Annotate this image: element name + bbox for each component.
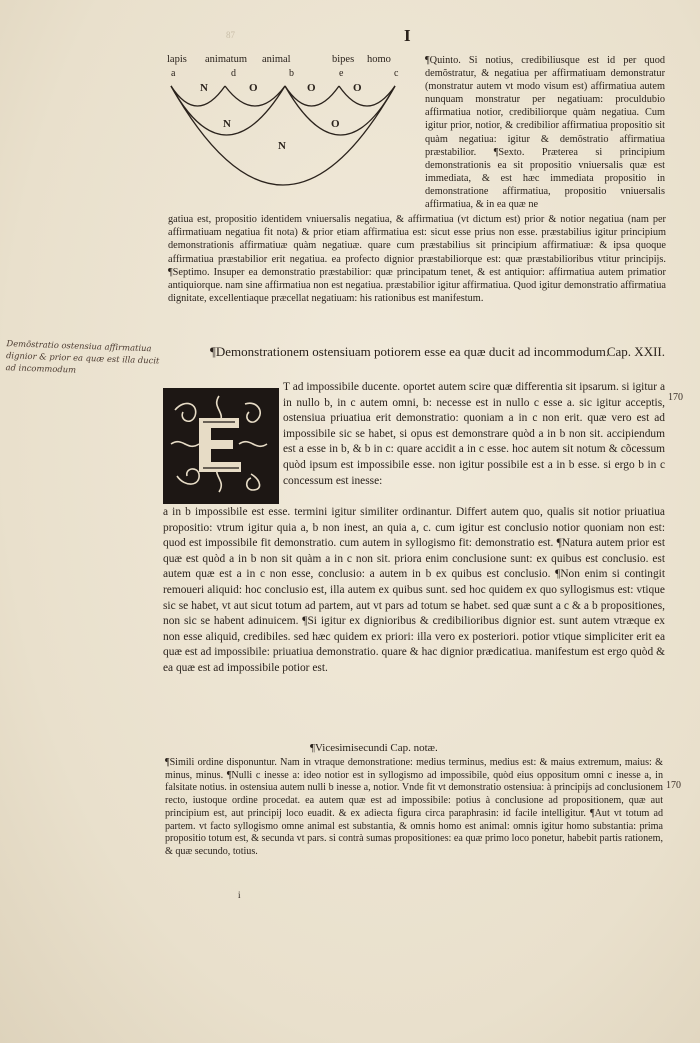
paragraph-main-continued: a in b impossibile est esse. termini igitur similiter ordinantur. Differt autem quo, qualis sit notior priuatiua propositio: vtrum igitur quia a, b non inest, an quia a, c. cum igitur est conclusio notior quoniam non est: quod est impossibile fit demonstratio. cum autem in syllogismo fit: demonstratio est. ¶Natura autem prior est quæ est quòd a in b non sit quàm a in c non sit. priora enim conclusione sunt: ex quibus est conclusio. est autem quæ est a in c non esse, conclusio: a autem in b ex quibus est conclusio. ¶Non enim si contingit remoueri aliquid: hoc conclusio est, illa autem ex quibus sunt. sed hoc quidem ex quo syllogismus est: vtique sic se habet, vt aut sicut totum ad partem, aut vt pars ad totum se habet. sed quæ sunt a c & a b propositiones, non sic se habent adinuicem. ¶Si igitur ex dignioribus & credibilioribus dignior est. sunt autem vtræque ex non esse aliquid, credibiles. sed hæc quidem ex priori: illa vero ex posteriori. potior vtique simpliciter erit ea quæ est ad impossibile: priuatiua demonstratio. quare & hac dignior prædicatiua. manifestum est ergo quòd & ea quæ est ad impossibile potior est.	[163, 506, 665, 674]
chapter-notes	[165, 757, 663, 859]
diagram-letter-o: O	[331, 118, 340, 130]
diagram-letter: c	[394, 68, 399, 79]
paragraph-quinto: ¶Quinto. Si notius, credibiliusque est id per quod demõstratur, & negatiua per affirmatiuam demonstratur (monstratur autem vt modo visum est) affirmatiua autem nunquam monstratur per negatiuam: proculdubio affirmatiua notior, credibiliorque quàm negatiua. Cum igitur prior, notior, & credibilior affirmatiua propositio sit quàm negatiua: igitur & demõstratio affirmatiua præstabilior. ¶Sexto. Præterea si principium demonstrationis ea sit propositio vniuersalis quæ est immediata, & est hæc immediata propositio in demonstratione affirmatiua, propositio vniuersalis affirmatiua, & in ea quæ ne	[425, 55, 665, 211]
diagram-label: lapis	[167, 54, 187, 65]
diagram-label: bipes	[332, 54, 355, 65]
diagram-letter: e	[339, 68, 344, 79]
diagram-letter: d	[231, 68, 236, 79]
diagram-letter-o: O	[249, 82, 258, 94]
diagram-label: animatum	[205, 54, 247, 65]
margin-number: 170	[666, 780, 681, 791]
paragraph-continuation: gatiua est, propositio identidem vniuersalis negatiua, & affirmatiua (vt dictum est) prior & notior negatiua (nam per affirmatiuam negatiua fit nota) & prior etiam affirmatiua est: sicut esse prius non esse. præstabilius igitur principium demonstrationis affirmatiuæ quàm negatiuæ. quare cum præstabilius sit principium affirmatiuæ: & ipsa quoque affirmatiua præstabilior erit negatiua. ea profecto dignior præstabiliorque est: quæ præstabilioribus vtitur principijs. ¶Septimo. Insuper ea demonstratio præstabilior: quæ principatum tenet, & est antiquior: affirmatiua autem primatior antiquiorque. nam sine affirmatiua non est negatiua. præstabilior igitur affirmatiua. Quod igitur demonstratio affirmatiua dignitate, excellentiaque præcellat negatiuam: his rationibus est manifestum.	[168, 214, 666, 305]
diagram-letter-n: N	[223, 118, 231, 130]
diagram-letter: a	[171, 68, 176, 79]
continuation-text	[168, 213, 666, 305]
paragraph-main-start: T ad impossibile ducente. oportet autem scire quæ differentia sit ipsarum. si igitur a in nullo b, in c autem omni, b: necesse est in nullo c esse a. sic igitur acceptis, ostensiua priuatiua erit demonstratio: quoniam a in c non erit. quæ vero est ad impossibile sic se habet, si opus est demonstrare quòd a in b non sit. accipiendum est a esse in b, & b in c: quare accidit a in c esse. hoc autem sit notum & cõcessum quòd ipsum est impossibile esse. non igitur possibile est a in b esse. si ergo b in c concessum est inesse:	[283, 381, 665, 487]
diagram-label: animal	[262, 54, 291, 65]
chapter-number: Cap. XXII.	[606, 344, 665, 359]
signature-mark: i	[238, 890, 241, 900]
margin-number: 170	[668, 392, 683, 403]
notes-title: ¶Vicesimisecundi Cap. notæ.	[310, 742, 438, 754]
main-text-indented	[283, 380, 665, 489]
initial-ornament-icon	[165, 390, 273, 498]
diagram-label: homo	[367, 54, 391, 65]
main-text-full	[163, 505, 665, 677]
diagram-letter-n: N	[200, 82, 208, 94]
handwritten-margin-note: Demõstratio ostensiua affirmatiua dignior & prior ea quæ est illa ducit ad incommodum	[5, 338, 160, 375]
chapter-heading	[210, 344, 665, 360]
logic-diagram	[163, 50, 413, 210]
right-column-text	[425, 54, 665, 211]
paragraph-notes: ¶Simili ordine disponuntur. Nam in vtraque demonstratione: medius terminus, medius est: & maius extremum, maius: & minus, minus. ¶Nulli c inesse a: ideo notior est in syllogismo ad impossibile, quòd eius oppositum omni c inesse a, in falsitate notius. in ostensiua autem nulli b inesse a, notior. Vnde fit vt demonstratio ostensiua: à principijs ad conclusionem recto, iustoque ordine procedat. ea autem quæ est ad impossibile: potius à conclusione ad propositionem, quæ aut principium est, aut principij loco euadit. & ex adiecta figura circa paraphrasin: id facile intelligitur. ¶Aut vt totum ad partem. vt facto syllogismo omne animal est substantia, & omnis homo est animal: omnis igitur homo substantia: prima propositio totum est, & secunda vt pars. si contrà sumas propositiones: ea quæ primo loco ponetur, habebit partis rationem, & quæ secundo, totius.	[165, 757, 663, 857]
faint-mark: 87	[226, 30, 235, 40]
diagram-arcs	[163, 74, 413, 214]
folio-number: I	[404, 26, 411, 45]
diagram-letter: b	[289, 68, 294, 79]
chapter-title: ¶Demonstrationem ostensiuam potiorem esse ea quæ ducit ad incommodum.	[210, 344, 610, 359]
diagram-letter-o: O	[307, 82, 316, 94]
diagram-letter-o: O	[353, 82, 362, 94]
diagram-letter-n: N	[278, 140, 286, 152]
decorated-initial-e	[163, 388, 279, 504]
